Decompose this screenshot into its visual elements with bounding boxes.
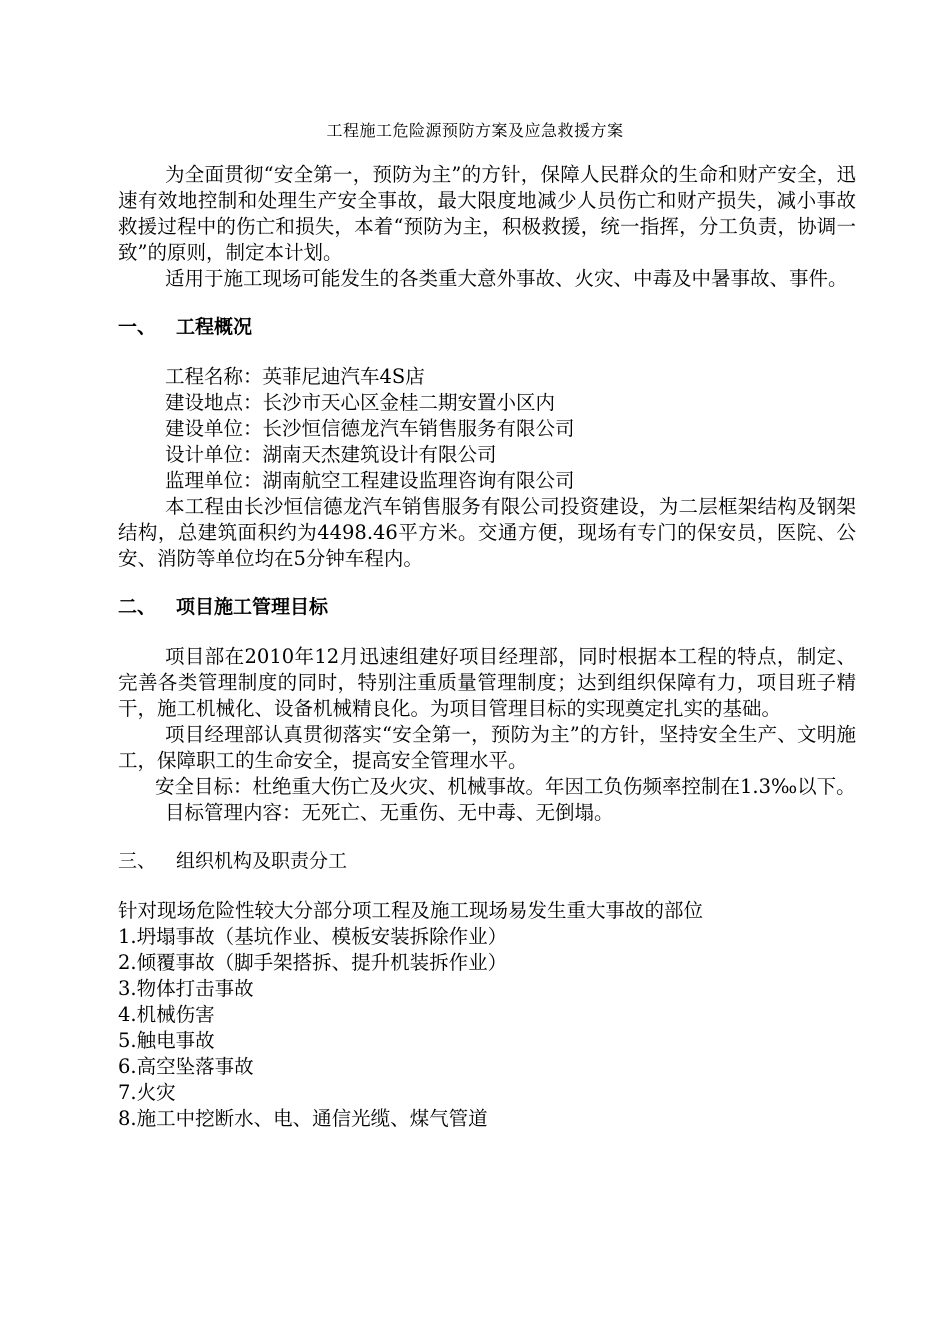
- hazard-item: 4.机械伤害: [118, 1003, 215, 1026]
- info-line: 监理单位：湖南航空工程建设监理咨询有限公司: [165, 469, 575, 492]
- section-number: 二、: [118, 596, 157, 618]
- hazard-item: 8.施工中挖断水、电、通信光缆、煤气管道: [118, 1107, 488, 1130]
- scope-paragraph: 适用于施工现场可能发生的各类重大意外事故、火灾、中毒及中暑事故、事件。: [165, 267, 848, 290]
- section-title: 工程概况: [176, 316, 253, 338]
- section-heading: [118, 846, 856, 876]
- info-line: 设计单位：湖南天杰建筑设计有限公司: [165, 443, 497, 466]
- hazard-lead: 针对现场危险性较大分部分项工程及施工现场易发生重大事故的部位: [118, 899, 704, 922]
- section-number: 一、: [118, 316, 157, 338]
- section-number: 三、: [118, 850, 157, 872]
- management-paragraph: 项目经理部认真贯彻落实“安全第一，预防为主”的方针，坚持安全生产、文明施工，保障职工的生命安全，提高安全管理水平。: [118, 723, 856, 772]
- hazard-item: 6.高空坠落事故: [118, 1055, 254, 1078]
- project-info: [118, 364, 856, 494]
- document-body: [118, 162, 856, 1132]
- hazard-item: 5.触电事故: [118, 1029, 215, 1052]
- management-paragraph: 项目部在2010年12月迅速组建好项目经理部，同时根据本工程的特点，制定、完善各类管理制度的同时，特别注重质量管理制度；达到组织保障有力，项目班子精干，施工机械化、设备机械精良化。为项目管理目标的实现奠定扎实的基础。: [118, 645, 856, 720]
- intro-paragraph: 为全面贯彻“安全第一，预防为主”的方针，保障人民群众的生命和财产安全，迅速有效地控制和处理生产安全事故，最大限度地减少人员伤亡和财产损失，减小事故救援过程中的伤亡和损失，本着“预防为主，积极救援，统一指挥，分工负责，协调一致”的原则，制定本计划。: [118, 163, 856, 264]
- info-line: 工程名称：英菲尼迪汽车4S店: [165, 365, 425, 388]
- document-title: 工程施工危险源预防方案及应急救援方案: [326, 121, 624, 140]
- section-title: 组织机构及职责分工: [176, 850, 348, 872]
- section-heading: [118, 592, 856, 622]
- section-title: 项目施工管理目标: [176, 596, 329, 618]
- info-line: 建设单位：长沙恒信德龙汽车销售服务有限公司: [165, 417, 575, 440]
- project-description: 本工程由长沙恒信德龙汽车销售服务有限公司投资建设，为二层框架结构及钢架结构，总建筑面积约为4498.46平方米。交通方便，现场有专门的保安员，医院、公安、消防等单位均在5分钟车程内。: [118, 495, 856, 570]
- hazard-item: 2.倾覆事故（脚手架搭拆、提升机装拆作业）: [118, 951, 508, 974]
- hazard-item: 1.坍塌事故（基坑作业、模板安装拆除作业）: [118, 925, 508, 948]
- hazard-item: 3.物体打击事故: [118, 977, 254, 1000]
- hazard-item: 7.火灾: [118, 1081, 176, 1104]
- safety-goal: 安全目标：杜绝重大伤亡及火灾、机械事故。年因工负伤频率控制在1.3‰以下。: [155, 775, 856, 798]
- goal-content: 目标管理内容：无死亡、无重伤、无中毒、无倒塌。: [165, 801, 614, 824]
- section-heading: [118, 312, 856, 342]
- info-line: 建设地点：长沙市天心区金桂二期安置小区内: [165, 391, 556, 414]
